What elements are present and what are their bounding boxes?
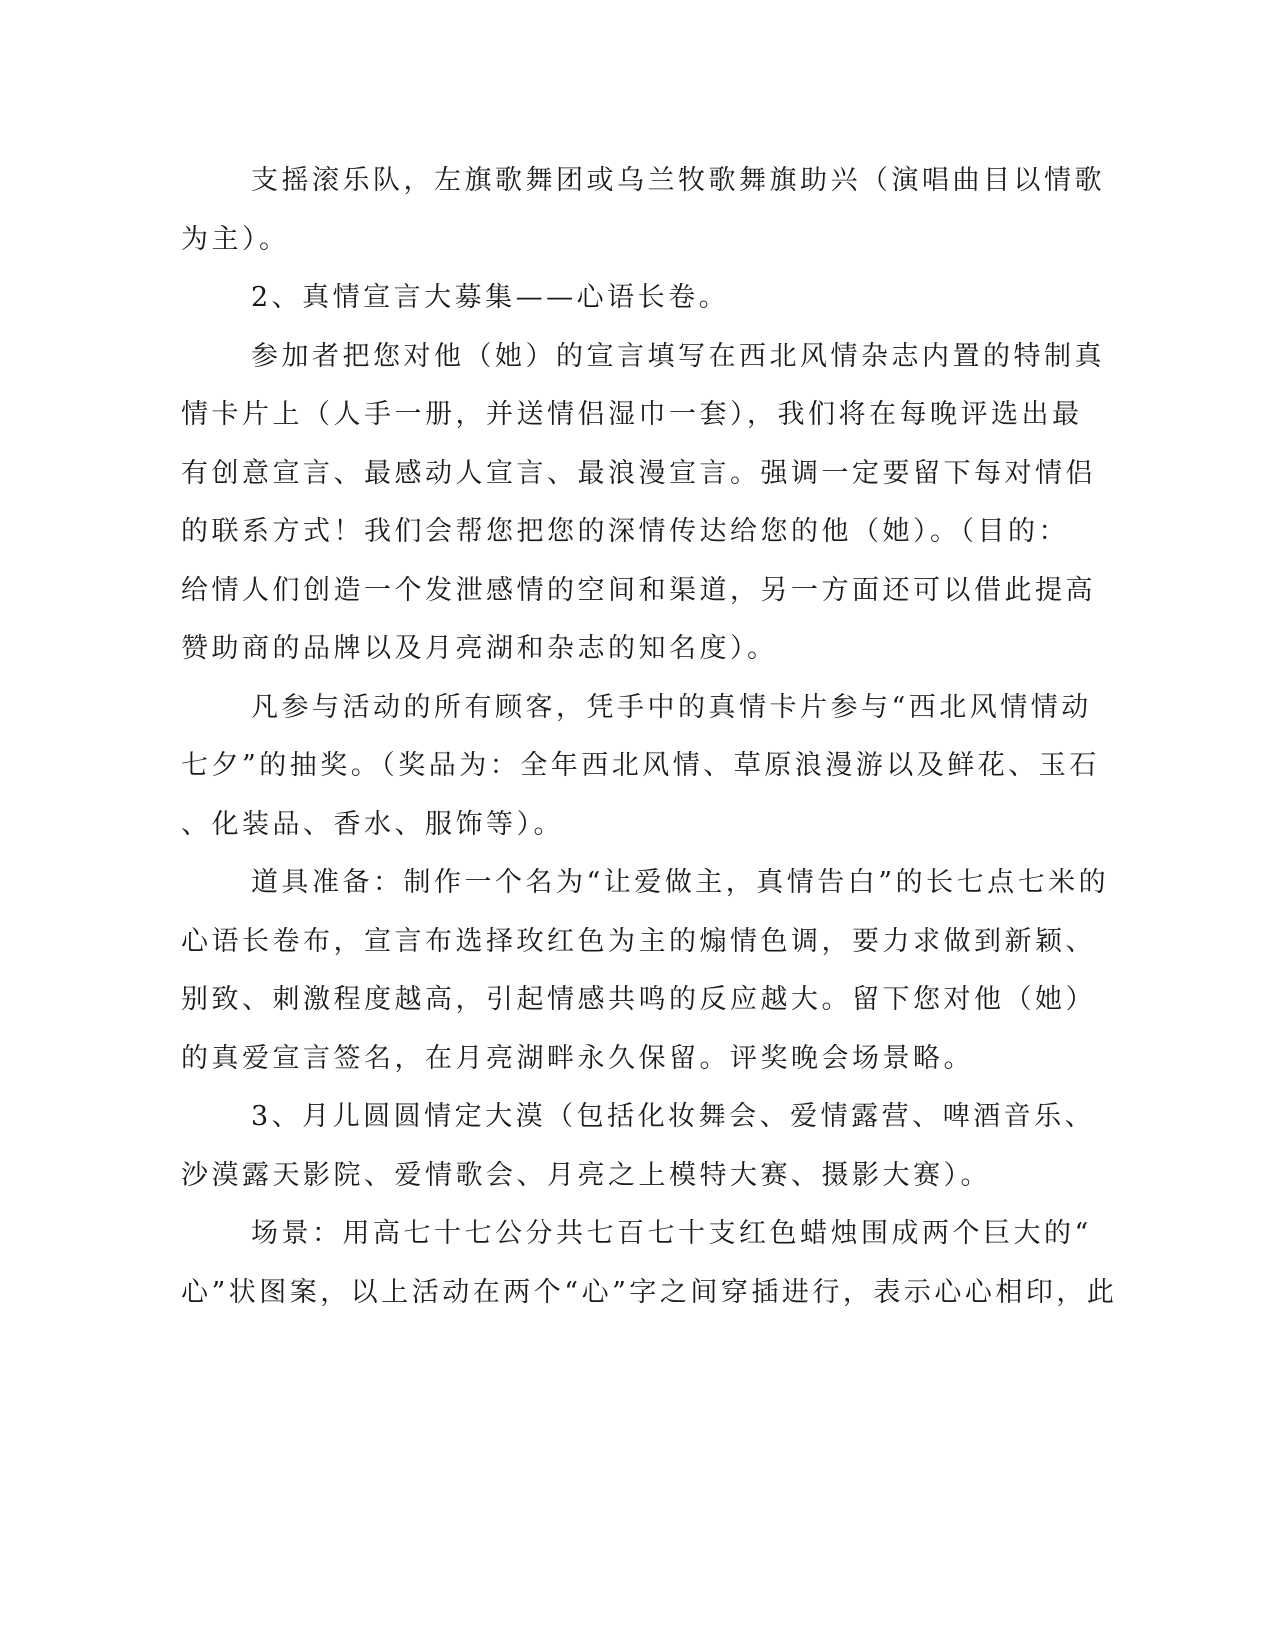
text-line-12: 、化装品、香水、服饰等）。 [181, 808, 564, 840]
text-line-14: 心语长卷布，宣言布选择玫红色为主的煽情色调，要力求做到新颖、 [181, 925, 1096, 957]
text-line-6: 有创意宣言、最感动人宣言、最浪漫宣言。强调一定要留下每对情侣 [181, 457, 1096, 489]
text-line-1: 支摇滚乐队，左旗歌舞团或乌兰牧歌舞旗助兴（演唱曲目以情歌 [251, 165, 1105, 196]
text-line-4: 参加者把您对他（她）的宣言填写在西北风情杂志内置的特制真 [251, 340, 1105, 372]
section-heading-3: 3、月儿圆圆情定大漠（包括化妆舞会、爱情露营、啤酒音乐、 [251, 1101, 1096, 1132]
text-line-18: 沙漠露天影院、爱情歌会、月亮之上模特大赛、摄影大赛）。 [181, 1159, 991, 1191]
section-heading-2: 2、真情宣言大募集——心语长卷。 [251, 282, 730, 313]
text-line-10: 凡参与活动的所有顾客，凭手中的真情卡片参与“西北风情情动 [251, 691, 1092, 723]
text-line-20: 心”状图案，以上活动在两个“心”字之间穿插进行，表示心心相印，此 [181, 1276, 1118, 1308]
text-line-19: 场景：用高七十七公分共七百七十支红色蜡烛围成两个巨大的“ [251, 1218, 1092, 1249]
document-body [181, 152, 1118, 1322]
text-line-2: 为主）。 [181, 223, 290, 255]
text-line-16: 的真爱宣言签名，在月亮湖畔永久保留。评奖晚会场景略。 [181, 1042, 974, 1074]
text-line-5: 情卡片上（人手一册，并送情侣湿巾一套），我们将在每晚评选出最 [181, 399, 1083, 430]
text-line-9: 赞助商的品牌以及月亮湖和杂志的知名度）。 [181, 633, 778, 664]
text-line-15: 别致、刺激程度越高，引起情感共鸣的反应越大。留下您对他（她） [181, 984, 1096, 1015]
text-line-8: 给情人们创造一个发泄感情的空间和渠道，另一方面还可以借此提高 [181, 574, 1096, 606]
text-line-7: 的联系方式！我们会帮您把您的深情传达给您的他（她）。（目的： [181, 516, 1069, 547]
text-line-13: 道具准备：制作一个名为“让爱做主，真情告白”的长七点七米的 [251, 867, 1110, 898]
text-line-11: 七夕”的抽奖。（奖品为：全年西北风情、草原浪漫游以及鲜花、玉石 [181, 750, 1100, 781]
